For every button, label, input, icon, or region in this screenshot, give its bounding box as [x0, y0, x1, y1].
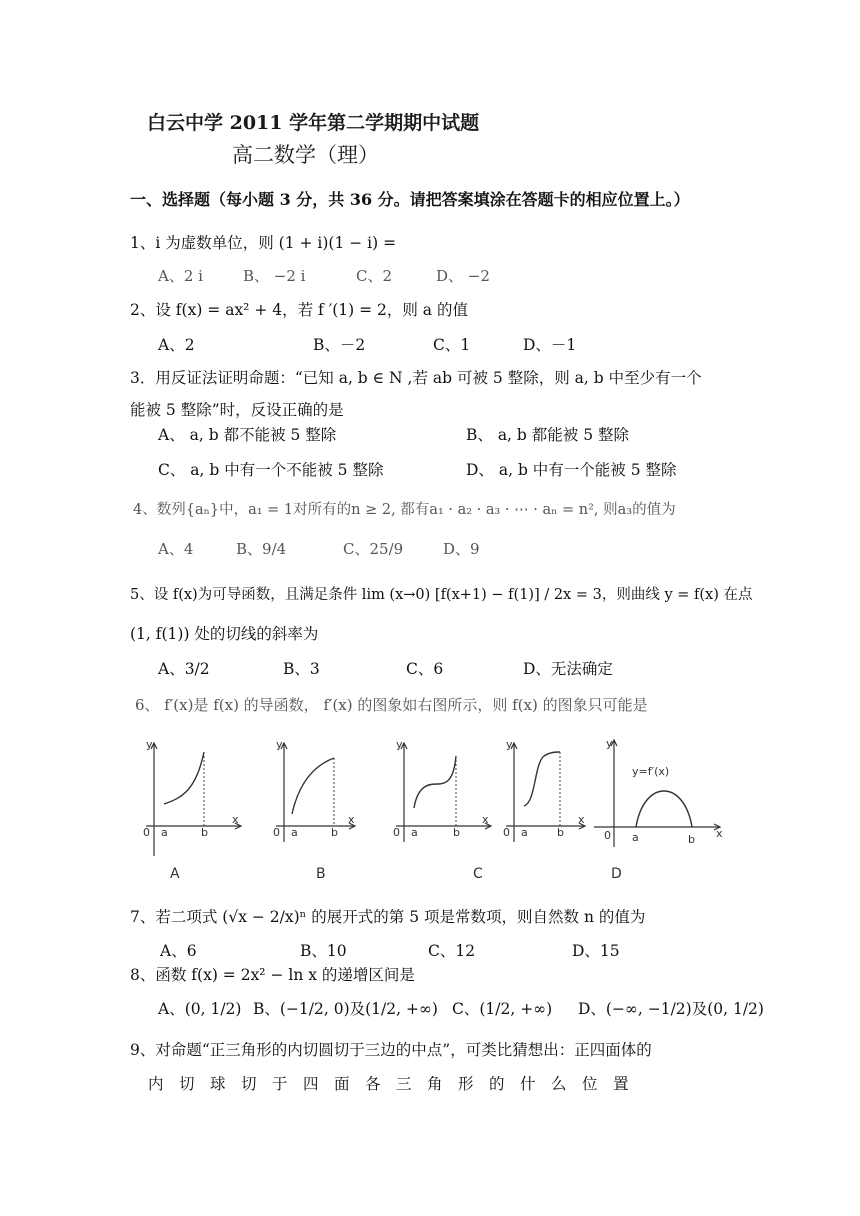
section-heading: 一、选择题（每小题 3 分，共 36 分。请把答案填涂在答题卡的相应位置上。）	[130, 190, 690, 209]
d-curve-label: y=f′(x)	[632, 765, 670, 778]
question-1-option-d: D、 −2	[436, 267, 490, 285]
question-1-option-c: C、2	[356, 267, 393, 285]
x-label: x	[716, 827, 723, 840]
question-8-option-c: C、(1/2, +∞)	[452, 1000, 553, 1018]
question-1-option-a: A、2 i	[158, 267, 203, 285]
question-7-option-d: D、15	[572, 942, 620, 960]
question-2-option-b: B、－2	[313, 336, 366, 354]
question-8-option-b: B、(−1/2, 0)及(1/2, +∞)	[253, 1000, 438, 1018]
question-5-option-a: A、3/2	[158, 660, 210, 678]
question-2-option-a: A、2	[158, 336, 195, 354]
a-label: a	[161, 826, 168, 839]
exam-subtitle: 高二数学（理）	[232, 143, 379, 167]
y-label: y	[506, 738, 513, 751]
question-3-stem-line2: 能被 5 整除”时，反设正确的是	[130, 401, 344, 419]
b-label: b	[201, 826, 208, 839]
school-title: 白云中学 2011 学年第二学期期中试题	[147, 112, 480, 134]
question-5-stem-line1: 5、设 f(x)为可导函数，且满足条件 lim (x→0) [f(x+1) − f(1)] / 2x = 3，则曲线 y = f(x) 在点	[130, 587, 753, 603]
graph-a-caption: A	[170, 866, 180, 882]
b-label: b	[688, 833, 695, 846]
question-1-stem: 1、i 为虚数单位，则 (1 + i)(1 − i) =	[130, 234, 397, 252]
origin-label: 0	[503, 826, 510, 839]
b-label: b	[557, 826, 564, 839]
question-7-stem: 7、若二项式 (√x − 2/x)ⁿ 的展开式的第 5 项是常数项，则自然数 n 的值为	[130, 908, 646, 926]
origin-label: 0	[273, 826, 280, 839]
question-2-option-d: D、－1	[523, 336, 577, 354]
question-7-option-a: A、6	[160, 942, 197, 960]
question-4-option-a: A、4	[158, 540, 194, 558]
b-label: b	[331, 826, 338, 839]
question-7-option-c: C、12	[428, 942, 476, 960]
graph-a-curve	[164, 752, 204, 804]
y-label: y	[146, 738, 153, 751]
graph-c-curve	[414, 756, 456, 808]
y-label: y	[396, 738, 403, 751]
a-label: a	[521, 826, 528, 839]
graph-b	[270, 738, 375, 858]
question-5-option-d: D、无法确定	[523, 660, 613, 678]
x-label: x	[578, 813, 585, 826]
question-2-option-c: C、1	[433, 336, 471, 354]
question-8-option-d: D、(−∞, −1/2)及(0, 1/2)	[578, 1000, 764, 1018]
graph-b-curve	[292, 758, 334, 814]
question-9-stem-line1: 9、对命题“正三角形的内切圆切于三边的中点”，可类比猜想出：正四面体的	[130, 1041, 652, 1059]
question-8-option-a: A、(0, 1/2)	[158, 1000, 242, 1018]
question-4-option-b: B、9/4	[236, 540, 287, 558]
question-6-stem: 6、 f′(x)是 f(x) 的导函数， f′(x) 的图象如右图所示，则 f(x) 的图象只可能是	[135, 696, 648, 714]
graph-b-caption: B	[316, 866, 326, 882]
question-9-stem-line2: 内 切 球 切 于 四 面 各 三 角 形 的 什 么 位 置	[148, 1075, 629, 1093]
question-3-option-b: B、 a, b 都能被 5 整除	[466, 426, 629, 444]
y-label: y	[606, 737, 613, 750]
graph-d	[592, 735, 728, 860]
question-8-stem: 8、函数 f(x) = 2x² − ln x 的递增区间是	[130, 966, 415, 984]
a-label: a	[411, 826, 418, 839]
question-3-option-d: D、 a, b 中有一个能被 5 整除	[466, 461, 677, 479]
b-label: b	[453, 826, 460, 839]
question-5-option-b: B、3	[283, 660, 320, 678]
x-label: x	[482, 813, 489, 826]
y-label: y	[276, 738, 283, 751]
graph-c	[390, 738, 495, 858]
graph-d-curve	[636, 791, 692, 827]
origin-label: 0	[604, 829, 611, 842]
a-label: a	[291, 826, 298, 839]
graph-a	[140, 738, 245, 858]
question-7-option-b: B、10	[300, 942, 347, 960]
graph-c2-curve	[524, 752, 560, 806]
question-3-option-c: C、 a, b 中有一个不能被 5 整除	[158, 461, 384, 479]
x-label: x	[348, 813, 355, 826]
graph-c-caption: C	[473, 866, 483, 882]
graph-c-prime	[500, 738, 590, 858]
x-label: x	[232, 813, 239, 826]
question-2-stem: 2、设 f(x) = ax² + 4，若 f ′(1) = 2，则 a 的值	[130, 301, 468, 319]
question-3-stem-line1: 3．用反证法证明命题：“已知 a, b ∈ N ,若 ab 可被 5 整除，则 a, b 中至少有一个	[130, 369, 702, 387]
question-4-option-d: D、9	[443, 540, 480, 558]
origin-label: 0	[393, 826, 400, 839]
question-4-option-c: C、25/9	[343, 540, 404, 558]
question-4-stem: 4、数列{aₙ}中，a₁ = 1对所有的n ≥ 2, 都有a₁ · a₂ · a₃ · ⋯ · aₙ = n², 则a₃的值为	[133, 502, 676, 518]
question-1-option-b: B、 −2 i	[243, 267, 306, 285]
question-5-stem-line2: (1, f(1)) 处的切线的斜率为	[130, 625, 319, 643]
graph-d-caption: D	[611, 866, 622, 882]
a-label: a	[632, 831, 639, 844]
question-3-option-a: A、 a, b 都不能被 5 整除	[158, 426, 337, 444]
question-5-option-c: C、6	[406, 660, 444, 678]
origin-label: 0	[143, 826, 150, 839]
